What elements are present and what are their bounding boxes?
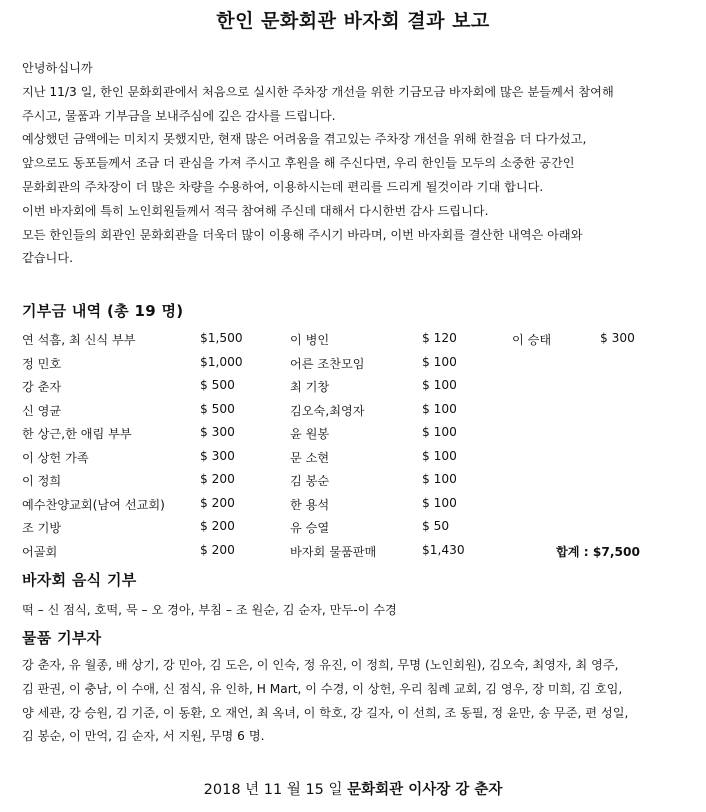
intro-line: 지난 11/3 일, 한인 문화회관에서 처음으로 실시한 주차장 개선을 위한 기금모금 바자회에 많은 분들께서 참여해	[22, 84, 614, 99]
donor-name: 한 상근,한 애림 부부	[22, 427, 132, 441]
food-donors-text: 떡 – 신 점식, 호떡, 묵 – 오 경아, 부침 – 조 원순, 김 순자, 만두-이 수경	[22, 603, 397, 617]
donation-row	[0, 449, 706, 472]
donor-amount: $ 500	[200, 402, 235, 416]
donor-amount: $ 100	[422, 402, 457, 416]
donor-name: 바자회 물품판매	[290, 545, 377, 559]
goods-heading: 물품 기부자	[22, 629, 102, 647]
donor-amount: $ 500	[200, 378, 235, 392]
donor-amount: $ 120	[422, 331, 457, 345]
donor-name: 신 영균	[22, 404, 62, 418]
intro-line: 주시고, 물품과 기부금을 보내주심에 깊은 감사를 드립니다.	[22, 108, 336, 123]
donor-name: 최 기창	[290, 380, 330, 394]
donor-amount: $1,500	[200, 331, 243, 345]
donation-row	[0, 496, 706, 519]
donor-name: 김 봉순	[290, 474, 330, 488]
intro-line: 모든 한인들의 회관인 문화회관을 더욱더 많이 이용해 주시기 바라며, 이번 바자회를 결산한 내역은 아래와	[22, 227, 583, 242]
donation-total: 합계 : $7,500	[556, 545, 640, 559]
intro-line: 앞으로도 동포들께서 조금 더 관심을 가져 주시고 후원을 해 주신다면, 우리 한인들 모두의 소중한 공간인	[22, 156, 575, 171]
donation-row	[0, 402, 706, 425]
donor-amount: $1,000	[200, 355, 243, 369]
donor-name: 김오숙,최영자	[290, 404, 365, 418]
donor-amount: $ 100	[422, 449, 457, 463]
intro-line: 이번 바자회에 특히 노인회원들께서 적극 참여해 주신데 대해서 다시한번 감사 드립니다.	[22, 203, 489, 218]
donor-name: 유 승열	[290, 521, 330, 535]
donor-name: 이 정희	[22, 474, 62, 488]
donor-amount: $ 100	[422, 378, 457, 392]
donor-amount: $ 100	[422, 425, 457, 439]
goods-line: 양 세관, 강 승원, 김 기준, 이 동환, 오 재언, 최 옥녀, 이 학호, 강 길자, 이 선희, 조 동필, 정 윤만, 송 무준, 편 성일,	[22, 705, 629, 720]
intro-line: 문화회관의 주차장이 더 많은 차량을 수용하여, 이용하시는데 편리를 드리게 될것이라 기대 합니다.	[22, 179, 544, 194]
intro-letter	[22, 57, 698, 271]
goods-line: 강 춘자, 유 월종, 배 상기, 강 민아, 김 도은, 이 인숙, 정 유진, 이 정희, 무명 (노인회원), 김오숙, 최영자, 최 영주,	[22, 658, 619, 672]
donor-amount: $ 300	[600, 331, 635, 345]
goods-donors-list	[22, 654, 698, 749]
goods-line: 김 봉순, 이 만억, 김 순자, 서 지원, 무명 6 명.	[22, 729, 265, 744]
donor-name: 이 병인	[290, 333, 330, 347]
donation-row	[0, 355, 706, 378]
donor-name: 강 춘자	[22, 380, 62, 394]
donation-row	[0, 519, 706, 542]
donor-name: 정 민호	[22, 357, 62, 371]
donor-name: 예수찬양교회(남여 선교회)	[22, 498, 165, 512]
signature-line	[0, 778, 706, 799]
donation-row	[0, 472, 706, 495]
donor-name: 조 기방	[22, 521, 62, 535]
donor-name: 이 상헌 가족	[22, 451, 89, 465]
intro-line: 안녕하십니까	[22, 61, 93, 75]
donation-row	[0, 331, 706, 354]
donor-amount: $ 200	[200, 543, 235, 557]
donation-row	[0, 378, 706, 401]
donor-name: 어른 조찬모임	[290, 357, 365, 371]
intro-line: 예상했던 금액에는 미치지 못했지만, 현재 많은 어려움을 겪고있는 주차장 개선을 위해 한걸음 더 다가섰고,	[22, 132, 587, 147]
signature-name: 문화회관 이사장 강 춘자	[347, 782, 503, 798]
donor-amount: $ 50	[422, 519, 450, 533]
donor-amount: $1,430	[422, 543, 465, 557]
donor-amount: $ 100	[422, 472, 457, 486]
goods-line: 김 판권, 이 충남, 이 수애, 신 점식, 유 인하, H Mart, 이 수경, 이 상헌, 우리 침례 교회, 김 영우, 장 미희, 김 호임,	[22, 681, 623, 696]
food-heading: 바자회 음식 기부	[22, 571, 137, 589]
donation-row	[0, 543, 706, 566]
donor-name: 어골회	[22, 545, 58, 559]
donor-amount: $ 200	[200, 519, 235, 533]
donor-amount: $ 300	[200, 449, 235, 463]
report-title: 한인 문화회관 바자회 결과 보고	[216, 10, 490, 32]
donor-name: 윤 원봉	[290, 427, 330, 441]
donor-name: 연 석흠, 최 신식 부부	[22, 333, 136, 347]
donation-row	[0, 425, 706, 448]
donor-amount: $ 200	[200, 496, 235, 510]
donor-amount: $ 100	[422, 355, 457, 369]
donor-amount: $ 300	[200, 425, 235, 439]
signature-date: 2018 년 11 월 15 일	[203, 782, 343, 798]
donor-name: 이 승태	[512, 333, 552, 347]
intro-line: 같습니다.	[22, 251, 73, 266]
donations-heading: 기부금 내역 (총 19 명)	[22, 302, 184, 320]
donor-amount: $ 100	[422, 496, 457, 510]
donor-name: 한 용석	[290, 498, 330, 512]
donor-name: 문 소현	[290, 451, 330, 465]
donor-amount: $ 200	[200, 472, 235, 486]
